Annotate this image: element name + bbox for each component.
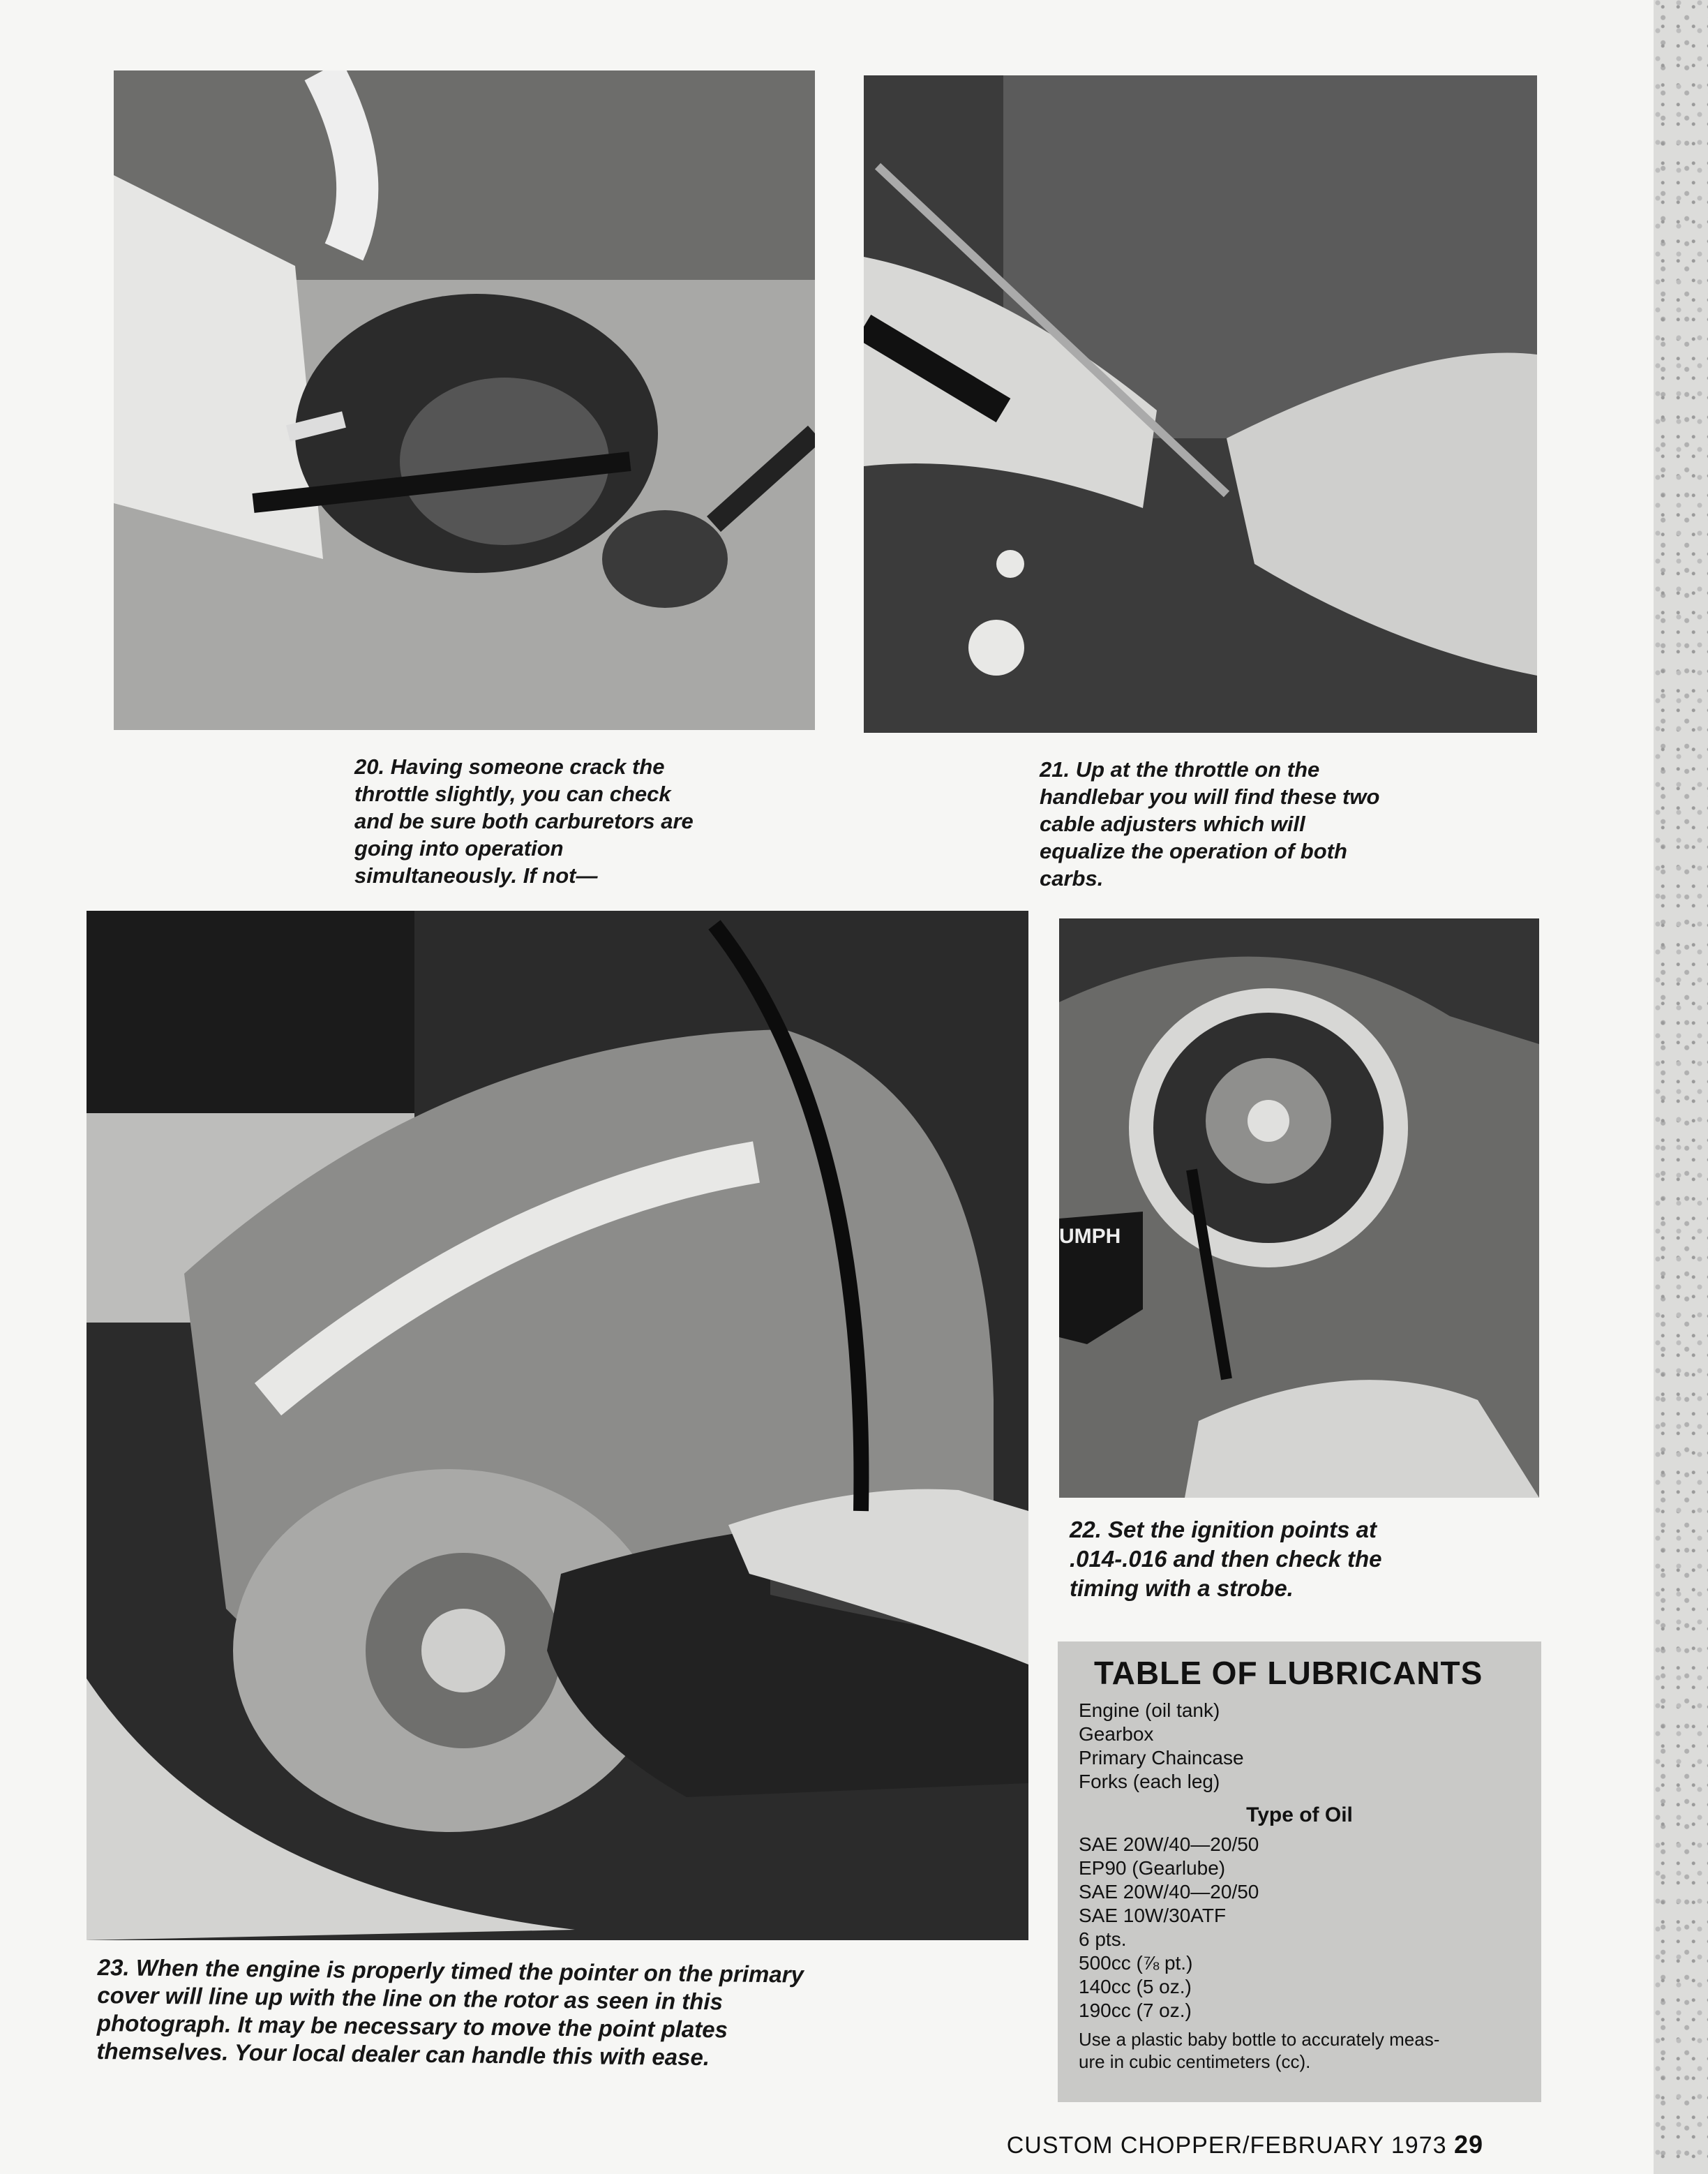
- photo-21-cable-adjusters: [864, 75, 1537, 733]
- caption-21: [1040, 756, 1379, 892]
- caption-line: and be sure both carburetors are: [354, 809, 694, 833]
- photo-22-image: [1059, 918, 1539, 1498]
- note-line: ure in cubic centimeters (cc).: [1079, 2051, 1311, 2072]
- oil-item: SAE 20W/40—20/50: [1079, 1833, 1259, 1855]
- publication-name: CUSTOM CHOPPER/FEBRUARY 1973: [1006, 2132, 1447, 2159]
- table-note: [1079, 2028, 1520, 2073]
- caption-line: cable adjusters which will: [1040, 812, 1305, 836]
- caption-line: 20. Having someone crack the: [354, 754, 665, 779]
- page-footer: [1007, 2130, 1483, 2159]
- badge-text: UMPH: [1059, 1225, 1121, 1248]
- caption-line: throttle slightly, you can check: [354, 782, 671, 806]
- photo-23-image: [87, 911, 1028, 1940]
- oil-item: 6 pts.: [1079, 1928, 1127, 1950]
- type-of-oil-heading: Type of Oil: [1246, 1803, 1353, 1826]
- oil-item: EP90 (Gearlube): [1079, 1857, 1226, 1879]
- photo-20-image: [114, 70, 815, 730]
- lubricant-items: [1079, 1699, 1520, 1794]
- table-of-lubricants: [1058, 1641, 1541, 2102]
- oil-item: SAE 10W/30ATF: [1079, 1905, 1227, 1926]
- caption-line: photograph. It may be necessary to move the point plates: [96, 2009, 728, 2043]
- note-line: Use a plastic baby bottle to accurately meas-: [1079, 2029, 1440, 2050]
- caption-line: carbs.: [1040, 866, 1104, 891]
- photo-20-carburetors: [114, 70, 815, 730]
- oil-list: [1079, 1833, 1520, 2023]
- caption-22: [1070, 1515, 1382, 1603]
- lubricant-item: Gearbox: [1079, 1723, 1154, 1745]
- table-surface-edge: [1654, 0, 1708, 2174]
- lubricant-item: Primary Chaincase: [1079, 1747, 1244, 1769]
- caption-line: 22. Set the ignition points at: [1070, 1517, 1377, 1542]
- photo-22-ignition-points: [1059, 918, 1539, 1498]
- caption-line: .014-.016 and then check the: [1070, 1546, 1382, 1572]
- caption-20: [354, 753, 694, 889]
- page-number: 29: [1453, 2130, 1483, 2159]
- oil-item: 500cc (⅞ pt.): [1079, 1952, 1193, 1974]
- caption-line: 23. When the engine is properly timed the pointer on the primary: [97, 1954, 804, 1988]
- caption-line: simultaneously. If not—: [354, 863, 598, 888]
- photo-21-image: [864, 75, 1537, 733]
- oil-item: SAE 20W/40—20/50: [1079, 1881, 1259, 1903]
- oil-item: 190cc (7 oz.): [1079, 2000, 1192, 2021]
- lubricant-item: Engine (oil tank): [1079, 1699, 1220, 1721]
- caption-line: themselves. Your local dealer can handle this with ease.: [96, 2037, 710, 2071]
- caption-line: going into operation: [354, 836, 564, 861]
- caption-line: cover will line up with the line on the rotor as seen in this: [97, 1981, 724, 2015]
- oil-item: 140cc (5 oz.): [1079, 1976, 1192, 1997]
- lubricant-item: Forks (each leg): [1079, 1771, 1220, 1792]
- caption-line: 21. Up at the throttle on the: [1040, 757, 1320, 782]
- caption-23: [96, 1953, 804, 2073]
- caption-line: timing with a strobe.: [1070, 1575, 1294, 1601]
- photo-23-primary-cover: [87, 911, 1028, 1940]
- caption-line: equalize the operation of both: [1040, 839, 1347, 863]
- caption-line: handlebar you will find these two: [1040, 784, 1380, 809]
- table-title: TABLE OF LUBRICANTS: [1094, 1655, 1483, 1691]
- triumph-badge: [1059, 1225, 1121, 1248]
